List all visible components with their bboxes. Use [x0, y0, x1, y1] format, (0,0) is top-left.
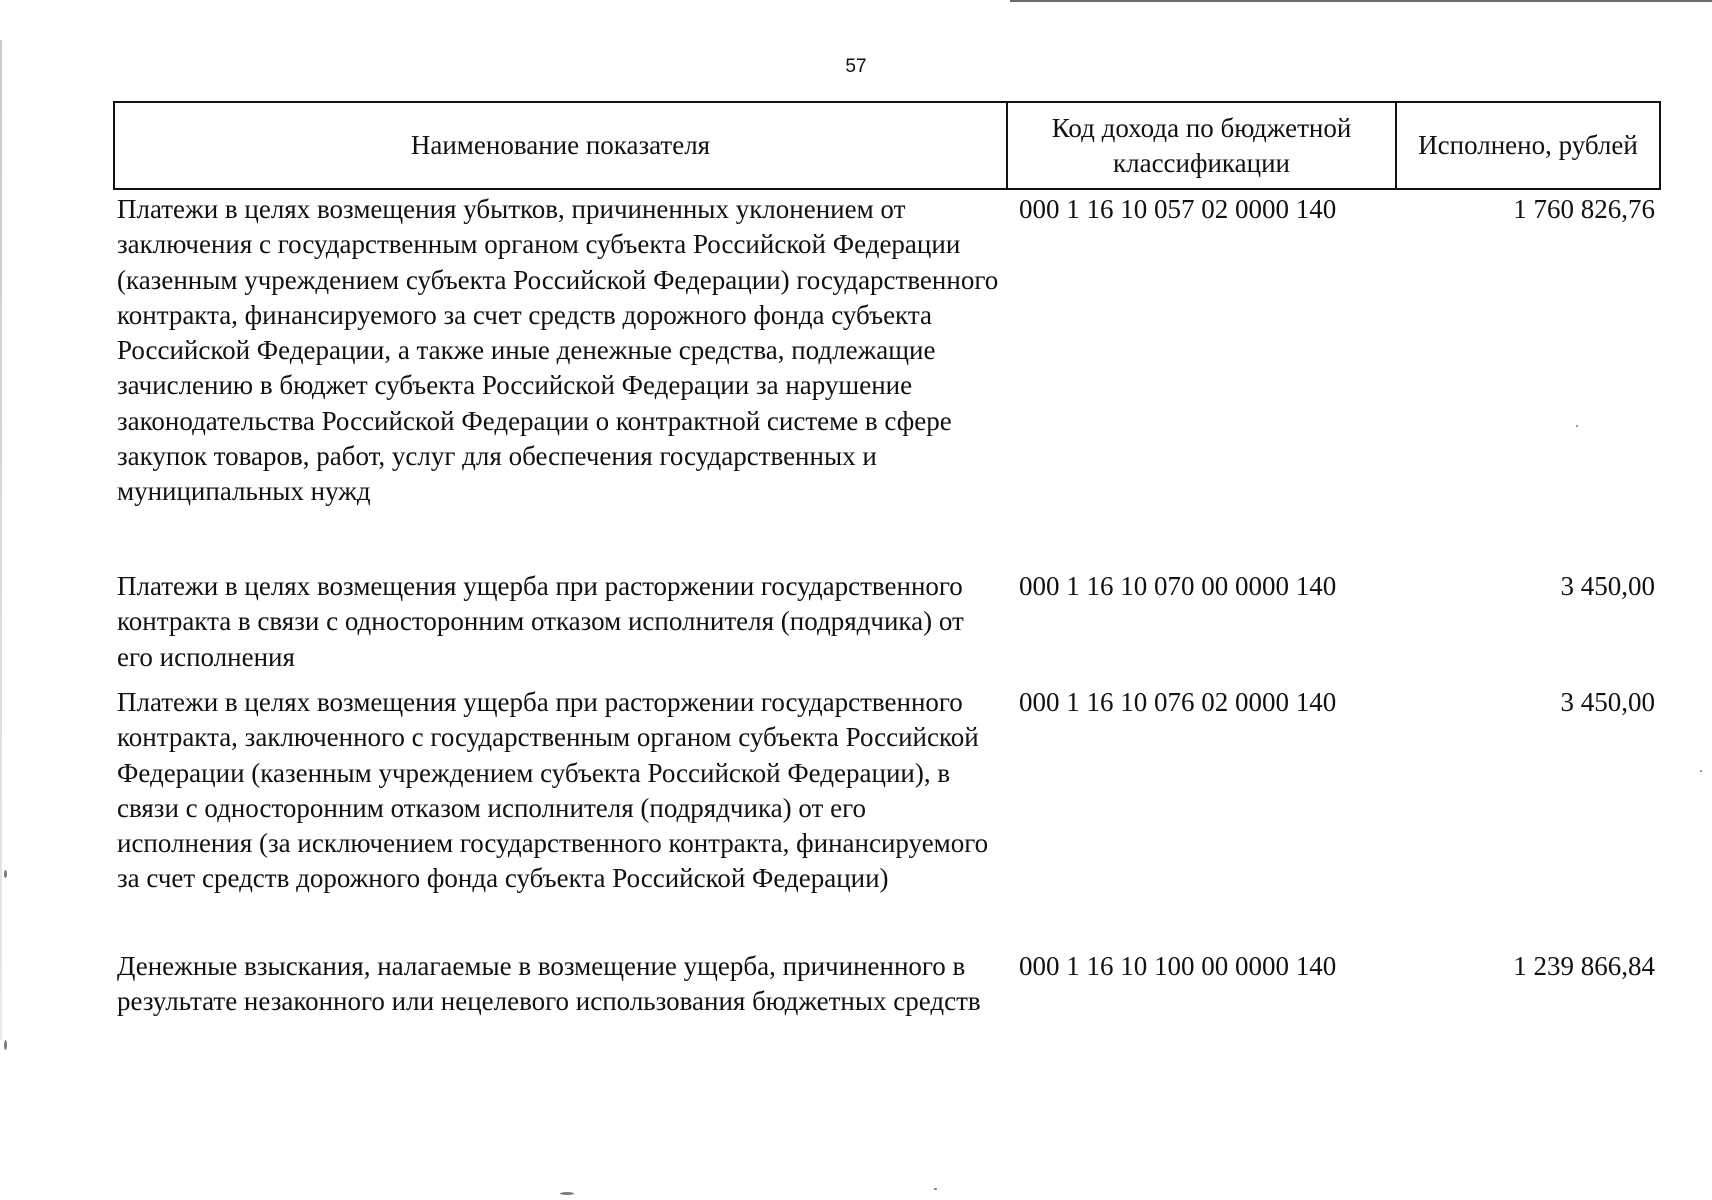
page-number: 57: [845, 56, 867, 77]
row-amount: 3 450,00: [1560, 687, 1655, 717]
table-header: [113, 101, 1661, 190]
header-code: Код дохода по бюджетной классификации: [1006, 103, 1395, 188]
row-amount: 1 760 826,76: [1513, 194, 1655, 224]
row-code: 000 1 16 10 100 00 0000 140: [1019, 951, 1337, 981]
scan-speck: [4, 870, 7, 878]
row-code: 000 1 16 10 076 02 0000 140: [1019, 687, 1337, 717]
table-row: [117, 685, 1661, 897]
row-code: 000 1 16 10 057 02 0000 140: [1019, 194, 1337, 224]
scan-speck: [934, 1188, 937, 1190]
table-row: [117, 192, 1661, 510]
scan-edge-left: [0, 40, 2, 1040]
row-amount: 3 450,00: [1560, 571, 1655, 601]
header-amount: Исполнено, рублей: [1395, 103, 1659, 188]
scan-edge-top: [1010, 0, 1712, 2]
table-row: [117, 569, 1661, 675]
row-name: Денежные взыскания, налагаемые в возмещение ущерба, причиненного в результате незаконного или нецелевого использования бюджетных средств: [117, 951, 981, 1017]
scan-speck: [1576, 425, 1578, 427]
scan-speck: [1700, 770, 1702, 772]
row-name: Платежи в целях возмещения убытков, причиненных уклонением от заключения с государственным органом субъекта Российской Федерации (казенным учреждением субъекта Российской Федерации) государственного контракта, финансируемого за счет средств дорожного фонда субъекта Российской Федерации, а также иные денежные средства, подлежащие зачислению в бюджет субъекта Российской Федерации за нарушение законодательства Российской Федерации о контрактной системе в сфере закупок товаров, работ, услуг для обеспечения государственных и муниципальных нужд: [117, 194, 999, 507]
scan-speck: [560, 1192, 574, 1195]
header-name: Наименование показателя: [410, 130, 711, 160]
scan-speck: [4, 1040, 7, 1050]
row-amount: 1 239 866,84: [1513, 951, 1655, 981]
row-code: 000 1 16 10 070 00 0000 140: [1019, 571, 1337, 601]
row-name: Платежи в целях возмещения ущерба при расторжении государственного контракта в связи с односторонним отказом исполнителя (подрядчика) от его исполнения: [117, 571, 964, 672]
row-name: Платежи в целях возмещения ущерба при расторжении государственного контракта, заключенного с государственным органом субъекта Российской Федерации (казенным учреждением субъекта Российской Федерации), в связи с односторонним отказом исполнителя (подрядчика) от его исполнения (за исключением государственного контракта, финансируемого за счет средств дорожного фонда субъекта Российской Федерации): [117, 687, 989, 894]
table-row: [117, 949, 1661, 1020]
